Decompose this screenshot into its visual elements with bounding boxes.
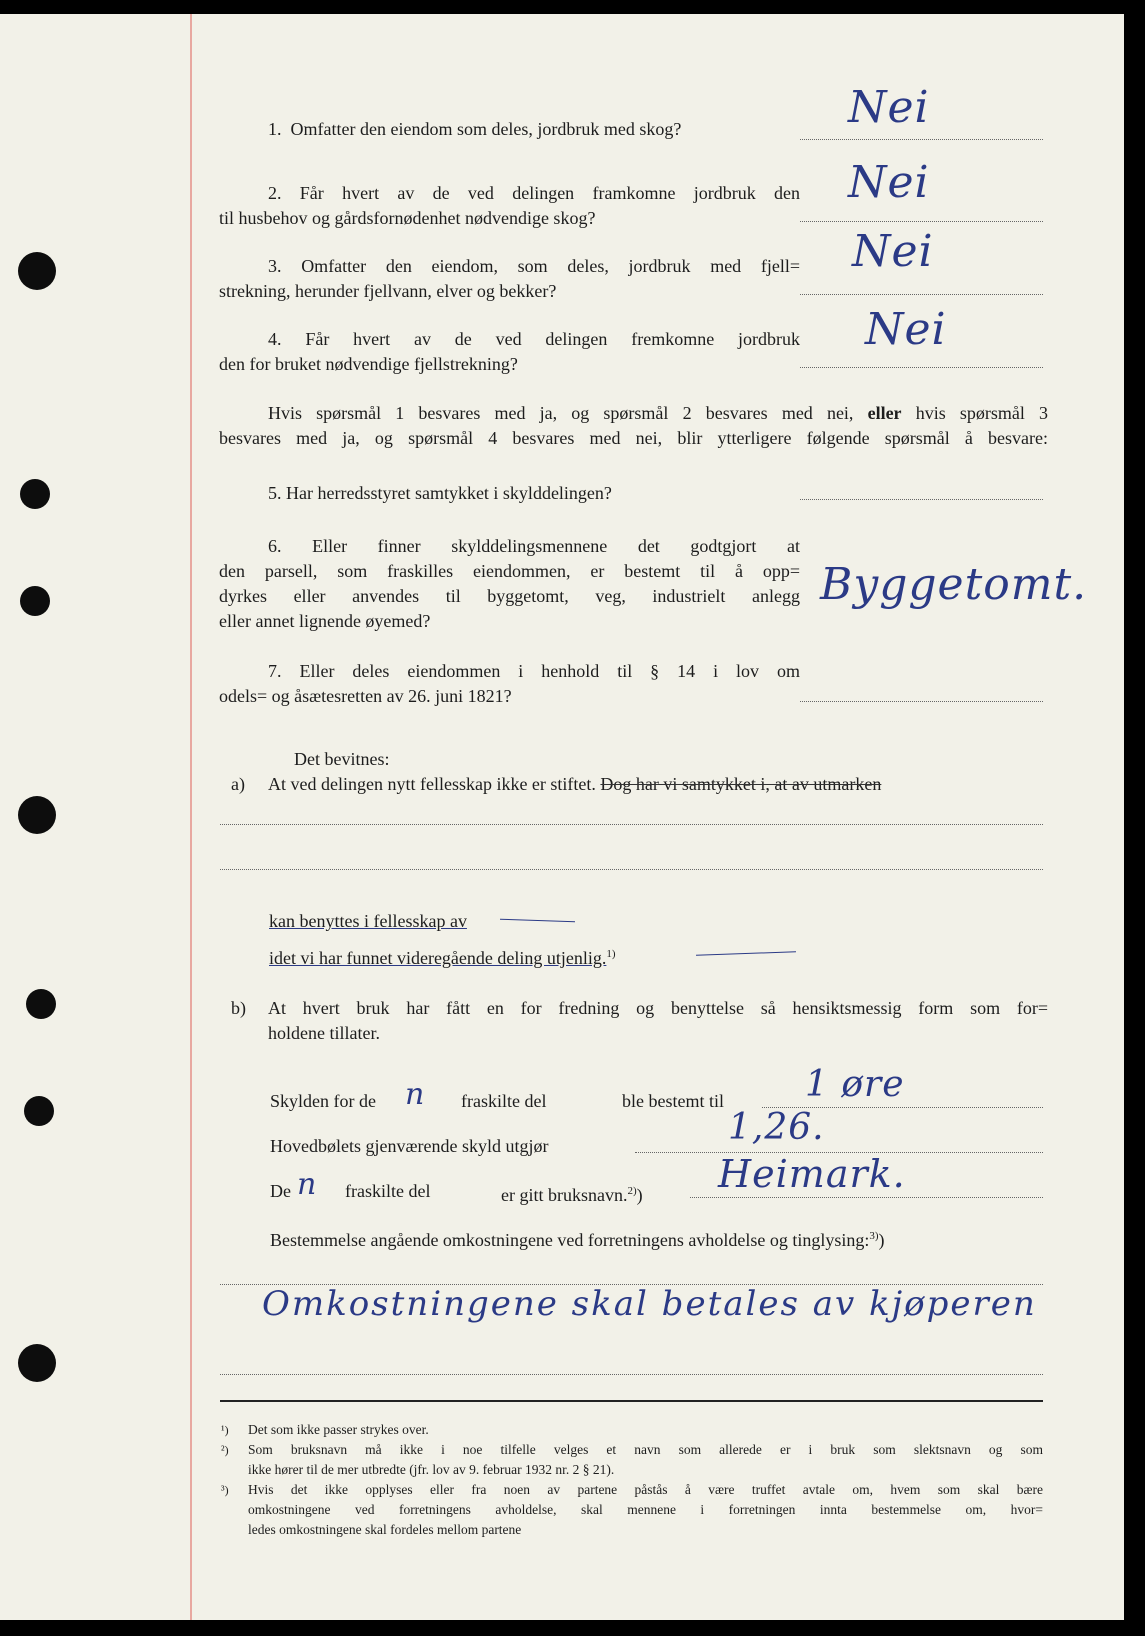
strike-ink <box>696 951 796 955</box>
question-4-line1: 4. Får hvert av de ved delingen fremkomne jordbruk <box>268 329 800 349</box>
footnote-3-line2: omkostningene ved forretningens avholdelse, skal mennene i forretningen innta bestemmelse om, hvor= <box>248 1502 1043 1517</box>
attest-a-line2: kan benyttes i fellesskap av <box>269 911 467 931</box>
costs-value: Omkostningene skal betales av kjøperen <box>262 1284 1037 1324</box>
answer-line <box>800 221 1043 222</box>
answer-1: Nei <box>848 82 930 133</box>
attest-b-line2: holdene tillater. <box>268 1023 380 1043</box>
footnote-3-mark: ³) <box>221 1483 229 1497</box>
attest-a-label: a) <box>231 774 245 794</box>
footnote-2-line1: Som bruksnavn må ikke i noe tilfelle velges et navn som allerede er i bruk som slektsnavn og som <box>248 1442 1043 1457</box>
answer-2: Nei <box>848 157 930 208</box>
footnote-3-line1: Hvis det ikke opplyses eller fra noen av partene påstås å være truffet avtale om, hvem som skal bære <box>248 1482 1043 1497</box>
answer-line <box>800 499 1043 500</box>
question-6-line4: eller annet lignende øyemed? <box>219 611 431 631</box>
attest-a-line3: idet vi har funnet videregående deling utjenlig.$^{1)}$ <box>269 948 616 968</box>
condition-line2: besvares med ja, og spørsmål 4 besvares med nei, blir ytterligere følgende spørsmål å besvare: <box>219 428 1048 448</box>
question-7-line2: odels= og åsætesretten av 26. juni 1821? <box>219 686 512 706</box>
margin-line <box>190 14 192 1620</box>
punch-hole <box>26 989 56 1019</box>
skyld-row2: Hovedbølets gjenværende skyld utgjør <box>270 1136 549 1156</box>
skyld-value: 1 øre <box>805 1064 905 1105</box>
question-3-line2: strekning, herunder fjellvann, elver og bekker? <box>219 281 557 301</box>
question-1: 1. Omfatter den eiendom som deles, jordbruk med skog? <box>268 119 682 139</box>
skyld-row3-c: er gitt bruksnavn.$^{2)}$) <box>501 1185 643 1205</box>
attest-heading: Det bevitnes: <box>294 749 390 769</box>
footnote-3-line3: ledes omkostningene skal fordeles mellom partene <box>248 1522 522 1537</box>
question-5: 5. Har herredsstyret samtykket i skylddelingen? <box>268 483 612 503</box>
skyld-row1-c: ble bestemt til <box>622 1091 724 1111</box>
answer-3: Nei <box>852 226 934 277</box>
question-2-line1: 2. Får hvert av de ved delingen framkomne jordbruk den <box>268 183 801 203</box>
answer-line <box>800 701 1043 702</box>
answer-line <box>690 1197 1043 1198</box>
answer-line <box>800 367 1043 368</box>
footnote-2-mark: ²) <box>221 1443 229 1457</box>
question-7-line1: 7. Eller deles eiendommen i henhold til § 14 i lov om <box>268 661 800 681</box>
question-6-line3: dyrkes eller anvendes til byggetomt, veg, industrielt anlegg <box>219 586 800 606</box>
attest-b-label: b) <box>231 998 246 1018</box>
answer-line <box>800 139 1043 140</box>
skyld-row1-b: fraskilte del <box>461 1091 547 1111</box>
question-2-line2: til husbehov og gårdsfornødenhet nødvendige skog? <box>219 208 596 228</box>
answer-6: Byggetomt. <box>820 559 1088 610</box>
farm-name-value: Heimark. <box>718 1152 906 1196</box>
document-page <box>0 14 1124 1620</box>
punch-hole <box>18 1344 56 1382</box>
punch-hole <box>20 479 50 509</box>
attest-a-line1: At ved delingen nytt fellesskap ikke er stiftet. Dog har vi samtykket i, at av utmarken <box>268 774 882 794</box>
strike-ink <box>500 919 575 923</box>
blank-line <box>220 869 1043 870</box>
costs-label: Bestemmelse angående omkostningene ved forretningens avholdelse og tinglysing:$^{3)}$) <box>270 1230 885 1250</box>
handwritten-n: n <box>297 1167 318 1202</box>
skyld-row1-a: Skylden for de <box>270 1091 376 1111</box>
punch-hole <box>24 1096 54 1126</box>
blank-line <box>220 824 1043 825</box>
question-6-line1: 6. Eller finner skylddelingsmennene det godtgjort at <box>268 536 800 556</box>
attest-b-line1: At hvert bruk har fått en for fredning og benyttelse så hensiktsmessig form som for= <box>268 998 1048 1018</box>
footnote-2-line2: ikke hører til de mer utbredte (jfr. lov av 9. februar 1932 nr. 2 § 21). <box>248 1462 615 1477</box>
question-3-line1: 3. Omfatter den eiendom, som deles, jordbruk med fjell= <box>268 256 801 276</box>
handwritten-n: n <box>405 1077 426 1112</box>
answer-line <box>800 294 1043 295</box>
footnote-rule <box>220 1400 1043 1402</box>
footnote-1-mark: ¹) <box>221 1423 229 1437</box>
question-6-line2: den parsell, som fraskilles eiendommen, er bestemt til å opp= <box>219 561 800 581</box>
skyld-row3-b: fraskilte del <box>345 1181 431 1201</box>
punch-hole <box>20 586 50 616</box>
remaining-skyld-value: 1,26. <box>728 1107 825 1148</box>
skyld-row3-a: De <box>270 1181 291 1201</box>
blank-line <box>220 1374 1043 1375</box>
answer-4: Nei <box>865 304 947 355</box>
condition-line1: Hvis spørsmål 1 besvares med ja, og spørsmål 2 besvares med nei, eller hvis spørsmål 3 <box>268 403 1048 423</box>
punch-hole <box>18 252 56 290</box>
punch-hole <box>18 796 56 834</box>
footnote-1-line1: Det som ikke passer strykes over. <box>248 1422 429 1437</box>
question-4-line2: den for bruket nødvendige fjellstrekning? <box>219 354 518 374</box>
